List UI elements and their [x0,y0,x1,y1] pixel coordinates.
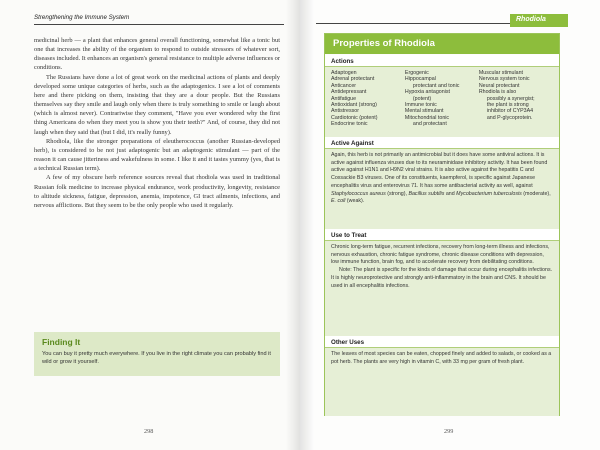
panel-title: Properties of Rhodiola [325,34,559,54]
paragraph: medicinal herb — a plant that enhances general overall functioning, somewhat like a tonic but one that increases the ability of the organism to respond to outside stressors of whatever sort, diseases included. It enhances an organism's general resistance to multiple adverse influences or conditions. [34,37,280,72]
organism-name: Bacillus subtilis [408,190,445,197]
action-item: Nervous system tonic [478,76,530,83]
action-item: Ergogenic [404,70,429,76]
gutter-shadow [300,0,314,450]
action-item: and P-glycoprotein. [486,114,533,121]
actions-section [325,55,559,137]
action-item: Mitochondrial tonic [404,114,450,121]
action-item: Hippocampal [404,76,436,83]
action-item: Antioxidant (strong) [331,102,377,109]
paragraph: Rhodiola, like the stronger preparations of eleutherococcus (another Russian-developed herb), is considered to be not just adaptogenic but an adaptogenic stimulant — part of the reason it can cause jitteriness and wakefulness in some. I like it and it tastes yummy (yes, that is a technical Russian term). [34,137,280,173]
text-run: (moderate), [521,190,551,197]
other-uses-section [325,336,559,416]
actions-column [331,70,405,133]
section-heading: Actions [325,55,559,67]
actions-column [405,70,479,133]
chapter-tab: Rhodiola [510,14,568,27]
action-item: Adrenal protectant [331,76,375,83]
section-heading: Active Against [325,137,559,149]
organism-name: Staphylococcus aureus [331,190,386,197]
other-uses-text [325,348,559,416]
action-item: inhibitor of CYP3A4 [486,108,534,115]
running-head [316,14,568,28]
active-against-text [325,149,559,229]
active-against-section [325,137,559,229]
text-run: (strong), [385,190,409,197]
action-item: Adaptogen [331,70,357,76]
section-heading: Other Uses [325,336,559,348]
properties-panel [324,33,560,416]
action-item: the plant is strong [486,102,529,109]
paragraph: The Russians have done a lot of great work on the medicinal actions of plants and deeply developed some unique categories of herbs, such as the adaptogenics. I see a lot of comments here and there picking on them, insisting that they are a dour people. But the Russians themselves say they smile and laugh only when there is truly something to smile or laugh about (which is almost never). Contrariwise they comment, "Have you ever wondered why the first thing Americans do when they meet you is show you their teeth?" And, of course, they did not laugh when they said that (but I did, it's really funny). [34,73,280,136]
action-item: possibly a synergist; [486,95,535,102]
text-run: (weak). [345,198,365,205]
finding-it-text: You can buy it pretty much everywhere. If you live in the right climate you can probably find it wild or grow it yourself. [42,351,271,365]
actions-column [479,70,553,133]
action-item: Antifatigue [331,95,357,102]
actions-list [325,67,559,137]
action-item: Mental stimulant [404,108,444,115]
paragraph: The leaves of most species can be eaten, chopped finely and added to salads, or cooked as a pot herb. The plants are very high in vitamin C, with 33 mg per gram of fresh plant. [331,351,552,365]
action-item: and protectant [412,121,447,128]
action-item: Cardiotonic (potent) [331,114,378,121]
page-number: 298 [144,428,154,435]
action-item: Antistressor [331,108,359,115]
action-item: Neural protectant [478,82,520,89]
action-item: Antidepressant [331,89,367,96]
page-number: 299 [444,428,454,435]
action-item: Immune tonic [404,102,437,109]
action-item: Anticancer [331,82,357,89]
action-item: Muscular stimulant [478,70,523,76]
right-page [300,0,600,450]
section-heading: Use to Treat [325,229,559,241]
text-run: and [444,190,457,197]
action-item: Hypoxia antagonist [404,89,450,96]
running-head: Strengthening the Immune System [34,14,284,25]
note-paragraph: Note: The plant is specific for the kinds of damage that occur during encephalitis infections. It is highly neuroprotective and strongly anti-inflammatory in the brain and CNS. It should be used in all encephalitis infections. [331,267,553,289]
finding-it-box [34,332,280,376]
organism-name: Mycobacterium tuberculosis [456,190,522,197]
gutter-shadow [286,0,300,450]
body-text [34,36,280,210]
finding-it-title: Finding It [42,337,81,347]
organism-name: E. coli [331,198,346,205]
paragraph: A few of my obscure herb reference sources reveal that rhodiola was used in traditional Russian folk medicine to increase physical endurance, work productivity, longevity, resistance to altitude sickness, fatigue, depression, anemia, impotence, GI tract ailments, infections, and nervous afflictions. But they seem to be the only people who used it regularly. [34,174,280,209]
use-to-treat-section [325,229,559,336]
use-to-treat-text [325,241,559,336]
text-run: Again, this herb is not primarily an antimicrobial but it does have some antiviral actions. It is active against influenza viruses due to its neuraminidase inhibitory activity. It has been found active against H1N1 and H9N2 viral strains. It is also active against the hepatitis C and Coxsackie B3 viruses. One of its constituents, kaempferol, is specific against Japanese encephalitis virus and enterovirus 71. It has some antibacterial activity as well, against [331,152,548,189]
action-item: protectant and tonic [412,82,460,89]
action-item: Endocrine tonic [331,121,368,128]
action-item: (potent) [412,95,432,102]
paragraph: Chronic long-term fatigue, recurrent infections, recovery from long-term illness and infections, nervous exhaustion, chronic fatigue syndrome, chronic disease conditions with depression, low immune function, brain fog, and to accelerate recovery from debilitating conditions. [331,244,550,266]
action-item: Rhodiola is also [478,89,517,96]
header-rule [316,23,528,24]
